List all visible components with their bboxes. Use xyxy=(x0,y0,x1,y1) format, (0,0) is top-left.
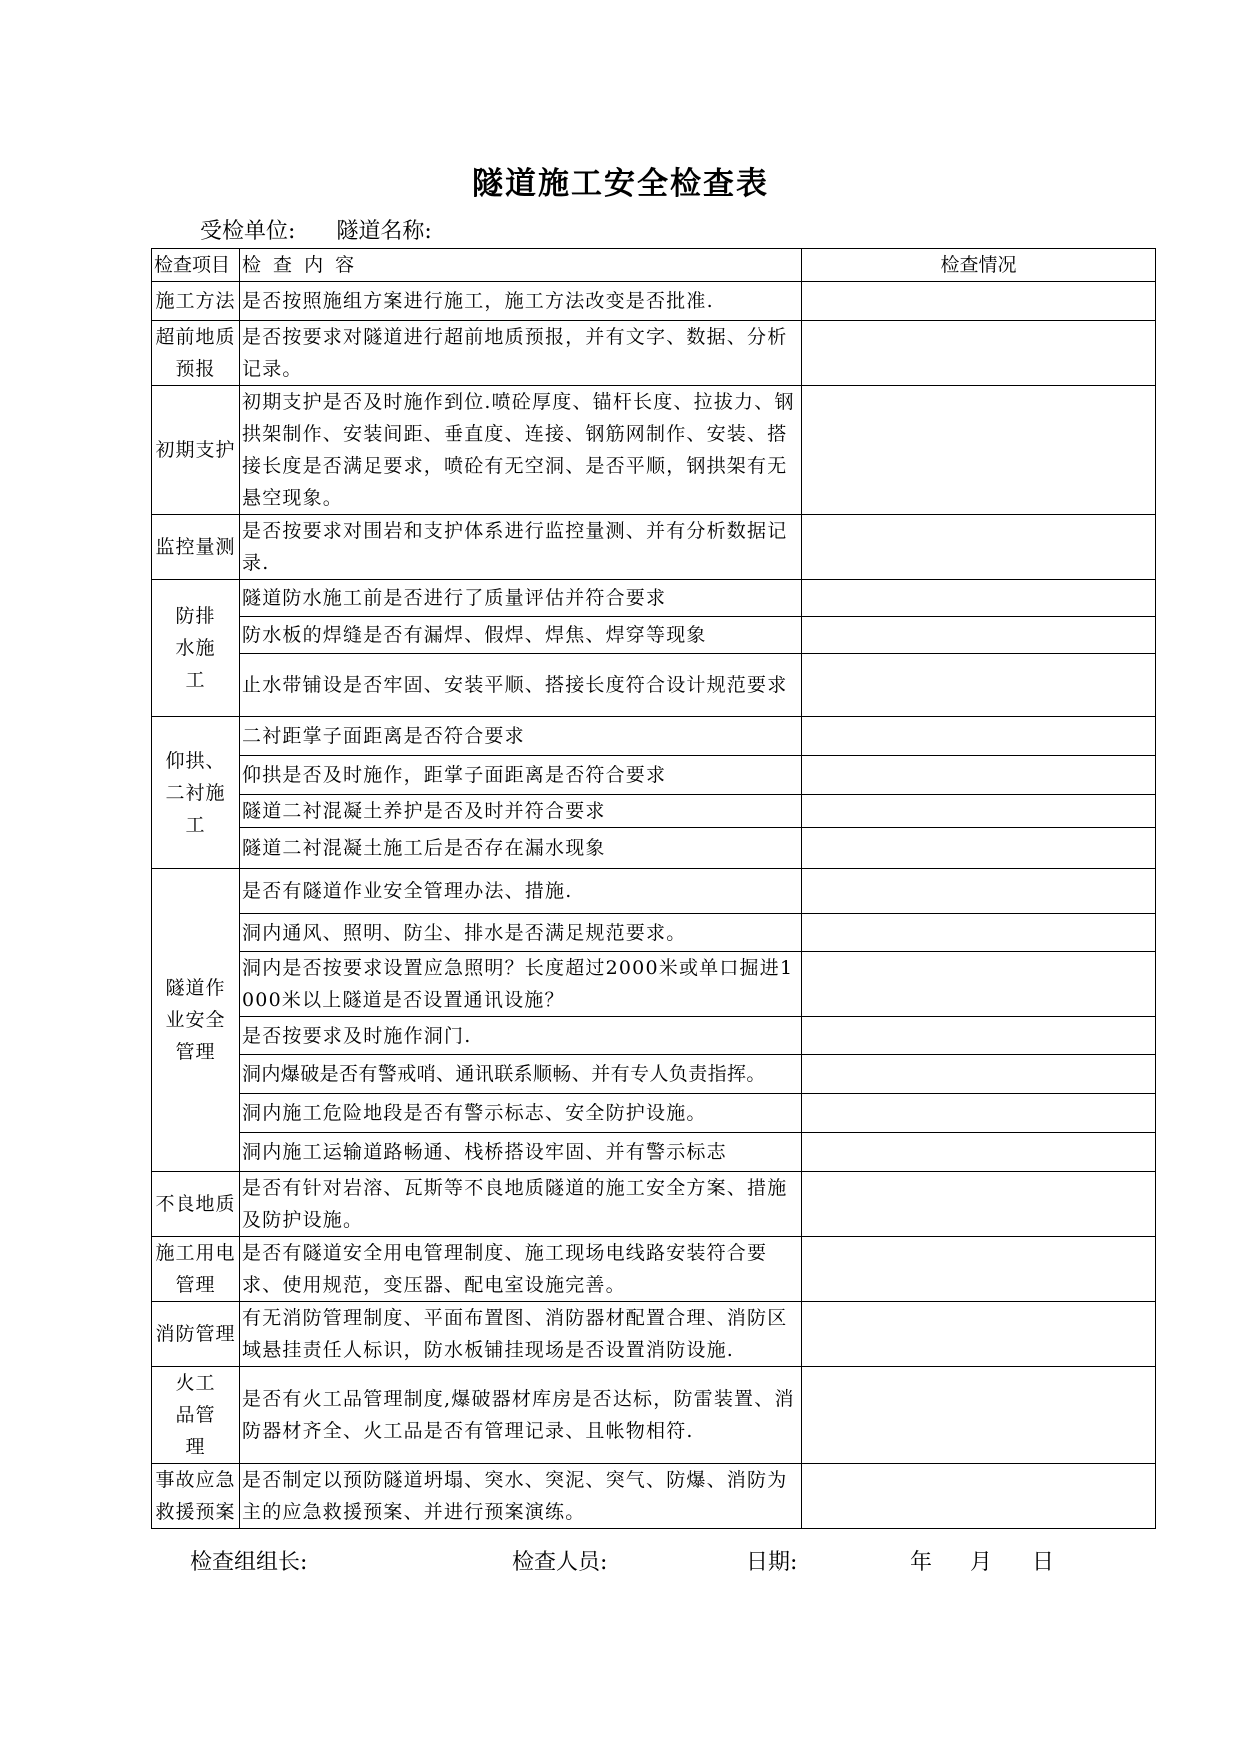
result-cell[interactable] xyxy=(802,914,1156,952)
check-item: 洞内爆破是否有警戒哨、通讯联系顺畅、并有专人负责指挥。 xyxy=(240,1055,802,1094)
result-cell[interactable] xyxy=(802,952,1156,1017)
subheader xyxy=(200,214,466,245)
check-item: 是否有针对岩溶、瓦斯等不良地质隧道的施工安全方案、措施及防护设施。 xyxy=(240,1172,802,1237)
inspected-unit-label: 受检单位: xyxy=(200,219,296,244)
category-cell: 施工用电管理 xyxy=(152,1237,240,1302)
check-item: 二衬距掌子面距离是否符合要求 xyxy=(240,717,802,756)
table-row xyxy=(152,869,1156,914)
result-cell[interactable] xyxy=(802,717,1156,756)
check-item: 是否有火工品管理制度,爆破器材库房是否达标，防雷装置、消防器材齐全、火工品是否有管理记录、且帐物相符. xyxy=(240,1367,802,1464)
check-item: 仰拱是否及时施作，距掌子面距离是否符合要求 xyxy=(240,756,802,795)
table-row xyxy=(152,617,1156,654)
day-label: 日 xyxy=(1032,1550,1055,1575)
check-item: 止水带铺设是否牢固、安装平顺、搭接长度符合设计规范要求 xyxy=(240,654,802,717)
check-item: 是否按照施组方案进行施工，施工方法改变是否批准. xyxy=(240,282,802,321)
leader-label: 检查组组长: xyxy=(190,1550,308,1575)
table-row xyxy=(152,1017,1156,1055)
check-item: 是否有隧道安全用电管理制度、施工现场电线路安装符合要求、使用规范，变压器、配电室设施完善。 xyxy=(240,1237,802,1302)
result-cell[interactable] xyxy=(802,1302,1156,1367)
table-row xyxy=(152,321,1156,386)
check-item: 隧道防水施工前是否进行了质量评估并符合要求 xyxy=(240,580,802,617)
table-row xyxy=(152,654,1156,717)
check-item: 是否按要求对围岩和支护体系进行监控量测、并有分析数据记录. xyxy=(240,515,802,580)
result-cell[interactable] xyxy=(802,869,1156,914)
category-cell: 不良地质 xyxy=(152,1172,240,1237)
table-row xyxy=(152,914,1156,952)
table-row xyxy=(152,795,1156,828)
page-title: 隧道施工安全检查表 xyxy=(472,166,769,202)
result-cell[interactable] xyxy=(802,580,1156,617)
check-item: 是否按要求及时施作洞门. xyxy=(240,1017,802,1055)
table-header-row xyxy=(152,249,1156,282)
table-row xyxy=(152,515,1156,580)
date-label: 日期: xyxy=(746,1550,798,1575)
table-row xyxy=(152,1172,1156,1237)
check-item: 洞内通风、照明、防尘、排水是否满足规范要求。 xyxy=(240,914,802,952)
check-item: 防水板的焊缝是否有漏焊、假焊、焊焦、焊穿等现象 xyxy=(240,617,802,654)
table-row xyxy=(152,952,1156,1017)
result-cell[interactable] xyxy=(802,1094,1156,1133)
category-cell: 火工品管理 xyxy=(152,1367,240,1464)
category-cell: 事故应急救援预案 xyxy=(152,1464,240,1529)
result-cell[interactable] xyxy=(802,1017,1156,1055)
result-cell[interactable] xyxy=(802,1055,1156,1094)
inspector-label: 检查人员: xyxy=(512,1550,608,1575)
inspection-table xyxy=(151,248,1156,1529)
result-cell[interactable] xyxy=(802,1464,1156,1529)
table-row xyxy=(152,717,1156,756)
table-row xyxy=(152,1055,1156,1094)
result-cell[interactable] xyxy=(802,1237,1156,1302)
check-item: 洞内施工危险地段是否有警示标志、安全防护设施。 xyxy=(240,1094,802,1133)
table-row xyxy=(152,386,1156,515)
check-item: 初期支护是否及时施作到位.喷砼厚度、锚杆长度、拉拔力、钢拱架制作、安装间距、垂直度、连接、钢筋网制作、安装、搭接长度是否满足要求，喷砼有无空洞、是否平顺，钢拱架有无悬空现象。 xyxy=(240,386,802,515)
result-cell[interactable] xyxy=(802,321,1156,386)
tunnel-name-label: 隧道名称: xyxy=(336,219,432,244)
check-item: 是否有隧道作业安全管理办法、措施. xyxy=(240,869,802,914)
table-row xyxy=(152,282,1156,321)
category-cell: 防排水施工 xyxy=(152,580,240,717)
category-cell: 施工方法 xyxy=(152,282,240,321)
table-row xyxy=(152,1133,1156,1172)
category-cell: 初期支护 xyxy=(152,386,240,515)
table-row xyxy=(152,828,1156,869)
category-cell: 仰拱、二衬施工 xyxy=(152,717,240,869)
result-cell[interactable] xyxy=(802,828,1156,869)
result-cell[interactable] xyxy=(802,654,1156,717)
month-label: 月 xyxy=(970,1550,993,1575)
table-row xyxy=(152,1094,1156,1133)
table-row xyxy=(152,756,1156,795)
table-row xyxy=(152,1464,1156,1529)
header-category: 检查项目 xyxy=(152,249,240,282)
table-row xyxy=(152,1367,1156,1464)
category-cell: 隧道作业安全管理 xyxy=(152,869,240,1172)
result-cell[interactable] xyxy=(802,1367,1156,1464)
result-cell[interactable] xyxy=(802,1172,1156,1237)
check-item: 隧道二衬混凝土施工后是否存在漏水现象 xyxy=(240,828,802,869)
year-label: 年 xyxy=(910,1550,933,1575)
check-item: 有无消防管理制度、平面布置图、消防器材配置合理、消防区域悬挂责任人标识，防水板铺挂现场是否设置消防设施. xyxy=(240,1302,802,1367)
result-cell[interactable] xyxy=(802,756,1156,795)
category-cell: 监控量测 xyxy=(152,515,240,580)
check-item: 是否制定以预防隧道坍塌、突水、突泥、突气、防爆、消防为主的应急救援预案、并进行预案演练。 xyxy=(240,1464,802,1529)
table-row xyxy=(152,1302,1156,1367)
header-content: 检 查 内 容 xyxy=(240,249,802,282)
result-cell[interactable] xyxy=(802,282,1156,321)
check-item: 洞内是否按要求设置应急照明？长度超过2000米或单口掘进1000米以上隧道是否设置通讯设施？ xyxy=(240,952,802,1017)
result-cell[interactable] xyxy=(802,795,1156,828)
result-cell[interactable] xyxy=(802,386,1156,515)
result-cell[interactable] xyxy=(802,515,1156,580)
header-result: 检查情况 xyxy=(802,249,1156,282)
table-row xyxy=(152,1237,1156,1302)
check-item: 是否按要求对隧道进行超前地质预报，并有文字、数据、分析记录。 xyxy=(240,321,802,386)
category-cell: 超前地质预报 xyxy=(152,321,240,386)
table-row xyxy=(152,580,1156,617)
category-cell: 消防管理 xyxy=(152,1302,240,1367)
result-cell[interactable] xyxy=(802,617,1156,654)
check-item: 隧道二衬混凝土养护是否及时并符合要求 xyxy=(240,795,802,828)
check-item: 洞内施工运输道路畅通、栈桥搭设牢固、并有警示标志 xyxy=(240,1133,802,1172)
result-cell[interactable] xyxy=(802,1133,1156,1172)
